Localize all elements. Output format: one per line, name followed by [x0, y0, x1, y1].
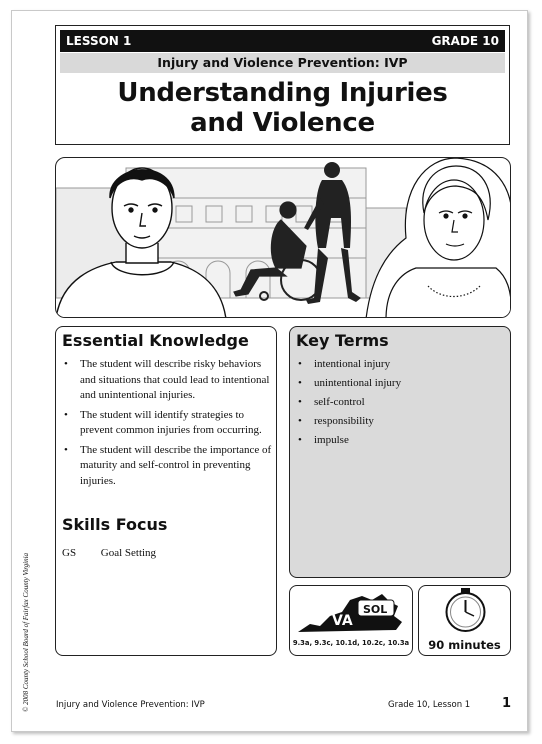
list-item: • The student will identify strategies to prevent common injuries from occurring. — [62, 408, 274, 439]
va-sol-badge — [289, 585, 413, 656]
va-text: VA — [332, 613, 353, 629]
title-line-1: Understanding Injuries — [117, 78, 448, 108]
essential-knowledge-list — [62, 357, 274, 493]
sol-references: 9.3a, 9.3c, 10.1d, 10.2c, 10.3a — [292, 639, 410, 647]
key-terms-panel — [289, 326, 511, 578]
list-item: • The student will describe the importance of maturity and self-control in preventing injuries. — [62, 443, 274, 490]
skill-label: Goal Setting — [100, 547, 157, 559]
page-title — [56, 78, 509, 138]
list-item: • unintentional injury — [296, 376, 401, 391]
lesson-bar — [60, 30, 505, 52]
skill-code: GS — [62, 547, 77, 559]
essential-knowledge-heading: Essential Knowledge — [62, 331, 249, 350]
lesson-label: LESSON 1 — [66, 34, 132, 48]
lesson-illustration — [55, 157, 511, 318]
virginia-map-icon — [290, 586, 414, 638]
key-terms-list — [296, 357, 401, 452]
list-item: • The student will describe risky behaviors and situations that could lead to intentional and unintentional injuries. — [62, 357, 274, 404]
key-terms-heading: Key Terms — [296, 331, 389, 350]
skills-focus-row — [62, 547, 156, 559]
illustration-art — [56, 158, 511, 318]
list-item: • impulse — [296, 433, 401, 448]
duration-badge — [418, 585, 511, 656]
footer-unit: Injury and Violence Prevention: IVP — [56, 700, 205, 710]
list-item: • intentional injury — [296, 357, 401, 372]
title-line-2: and Violence — [190, 108, 375, 138]
stopwatch-icon — [419, 586, 512, 636]
unit-subtitle: Injury and Violence Prevention: IVP — [60, 53, 505, 73]
page-number: 1 — [502, 696, 512, 711]
skills-focus-heading: Skills Focus — [62, 515, 168, 534]
essential-knowledge-panel — [55, 326, 277, 656]
footer-grade-lesson: Grade 10, Lesson 1 — [388, 700, 471, 710]
lesson-header — [55, 25, 510, 145]
copyright-notice: © 2008 County School Board of Fairfax County Virginia — [22, 552, 30, 712]
sol-text: SOL — [363, 603, 388, 616]
list-item: • self-control — [296, 395, 401, 410]
list-item: • responsibility — [296, 414, 401, 429]
duration-label: 90 minutes — [428, 638, 501, 652]
grade-label: GRADE 10 — [431, 34, 499, 48]
